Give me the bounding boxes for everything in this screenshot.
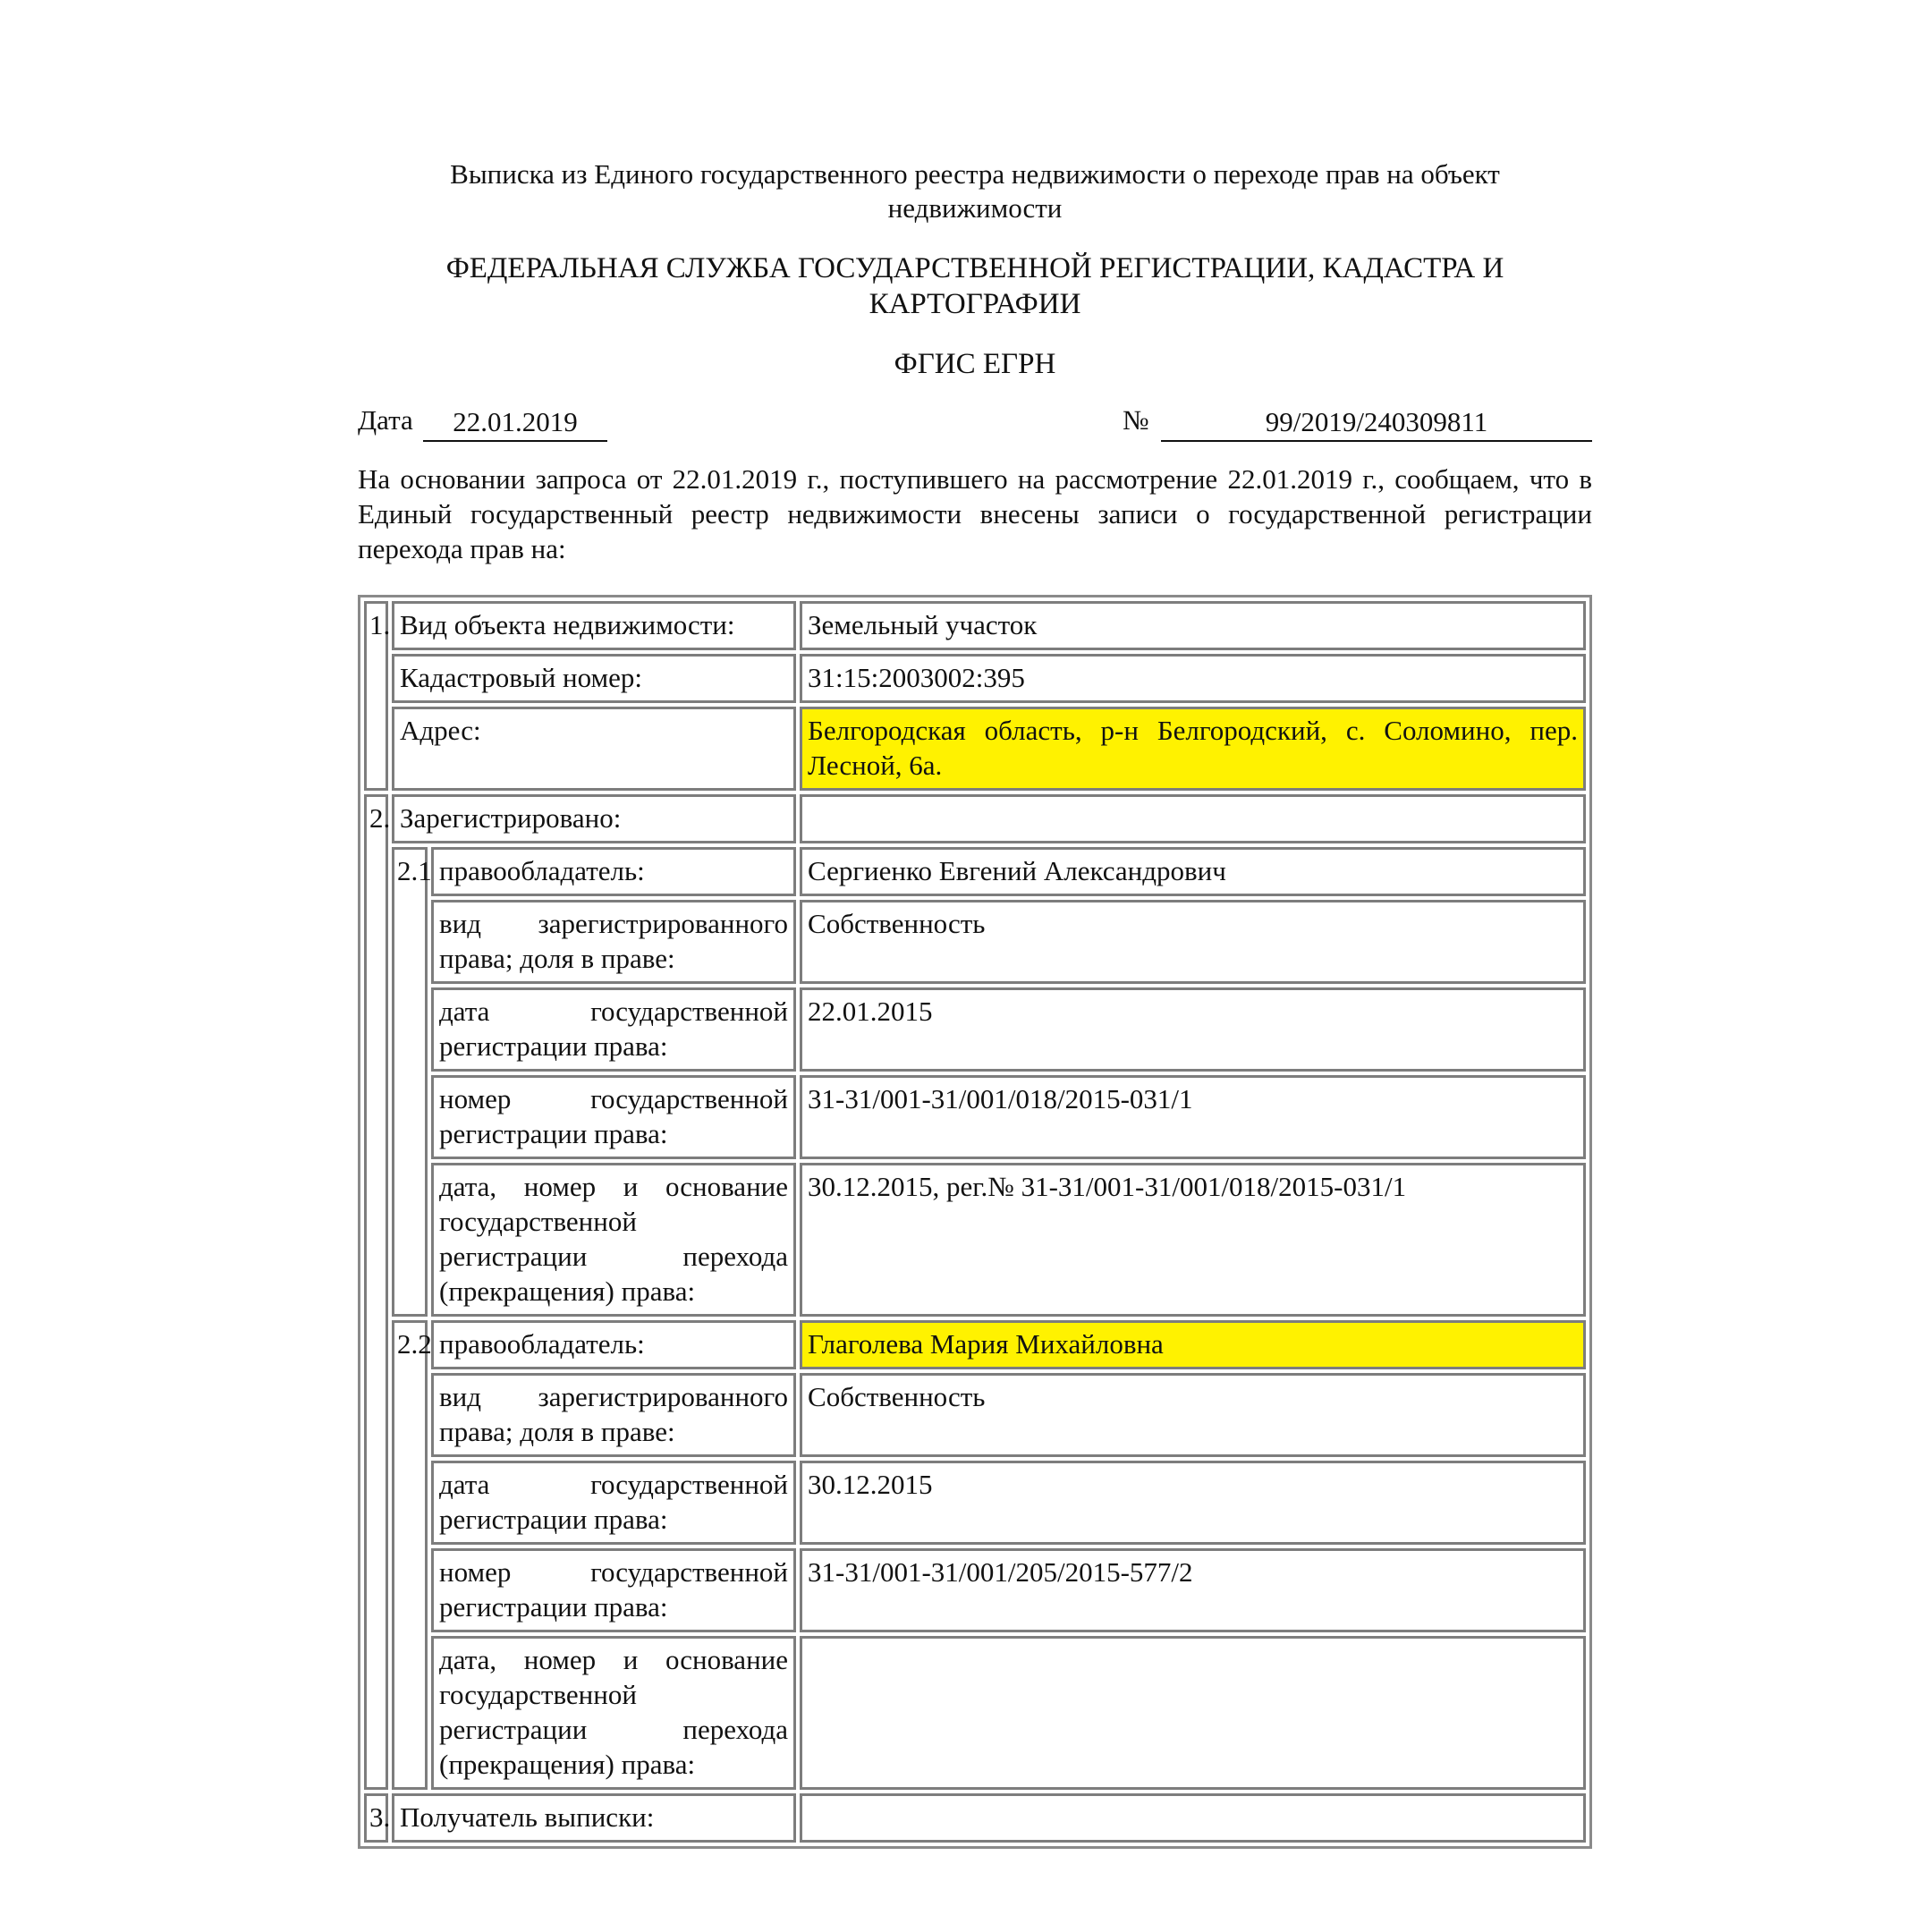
address-value: Белгородская область, р-н Белгородский, с. Соломино, пер. Лесной, 6а. [800, 707, 1586, 791]
holder-2-number: 2.2 [392, 1320, 428, 1790]
table-row [364, 1636, 1586, 1790]
table-row [364, 900, 1586, 984]
table-row [364, 654, 1586, 703]
object-type-value: Земельный участок [800, 601, 1586, 650]
number-value: 99/2019/240309811 [1161, 404, 1592, 442]
date-value: 22.01.2019 [423, 404, 607, 442]
table-row [364, 1548, 1586, 1632]
holder-1-right-type-label: вид зарегистрированного права; доля в праве: [431, 900, 796, 984]
holder-1-transfer-label: дата, номер и основание государственной регистрации перехода (прекращения) права: [431, 1163, 796, 1317]
holder-1-reg-date-label: дата государственной регистрации права: [431, 987, 796, 1072]
table-row [364, 1461, 1586, 1545]
table-row [364, 1373, 1586, 1457]
holder-2-reg-date-label: дата государственной регистрации права: [431, 1461, 796, 1545]
holder-2-right-type-value: Собственность [800, 1373, 1586, 1457]
document-title-line-1: Выписка из Единого государственного реестра недвижимости о переходе прав на объект [450, 158, 1500, 190]
table-row [364, 987, 1586, 1072]
address-label: Адрес: [392, 707, 796, 791]
table-row [364, 847, 1586, 896]
registered-value [800, 794, 1586, 843]
table-row [364, 794, 1586, 843]
system-name: ФГИС ЕГРН [894, 348, 1056, 380]
agency-name-line-2: КАРТОГРАФИИ [869, 288, 1081, 320]
registered-label: Зарегистрировано: [392, 794, 796, 843]
recipient-label: Получатель выписки: [392, 1793, 796, 1843]
holder-2-reg-date-value: 30.12.2015 [800, 1461, 1586, 1545]
holder-2-transfer-label: дата, номер и основание государственной регистрации перехода (прекращения) права: [431, 1636, 796, 1790]
holder-1-value: Сергиенко Евгений Александрович [800, 847, 1586, 896]
holder-1-transfer-value: 30.12.2015, рег.№ 31-31/001-31/001/018/2015-031/1 [800, 1163, 1586, 1317]
object-type-label: Вид объекта недвижимости: [392, 601, 796, 650]
table-row [364, 707, 1586, 791]
holder-1-right-type-value: Собственность [800, 900, 1586, 984]
holder-1-reg-number-value: 31-31/001-31/001/018/2015-031/1 [800, 1075, 1586, 1159]
cadastral-number-value: 31:15:2003002:395 [800, 654, 1586, 703]
holder-1-label: правообладатель: [431, 847, 796, 896]
cadastral-number-label: Кадастровый номер: [392, 654, 796, 703]
section-3-number: 3. [364, 1793, 388, 1843]
section-1-number: 1. [364, 601, 388, 791]
holder-1-reg-date-value: 22.01.2015 [800, 987, 1586, 1072]
holder-2-reg-number-value: 31-31/001-31/001/205/2015-577/2 [800, 1548, 1586, 1632]
table-row [364, 1320, 1586, 1369]
holder-2-reg-number-label: номер государственной регистрации права: [431, 1548, 796, 1632]
holder-1-number: 2.1 [392, 847, 428, 1317]
table-row [364, 1075, 1586, 1159]
registry-table [358, 595, 1592, 1849]
table-row [364, 1793, 1586, 1843]
holder-2-label: правообладатель: [431, 1320, 796, 1369]
date-label: Дата [358, 404, 413, 436]
agency-name-line-1: ФЕДЕРАЛЬНАЯ СЛУЖБА ГОСУДАРСТВЕННОЙ РЕГИСТРАЦИИ, КАДАСТРА И [445, 252, 1504, 284]
holder-2-transfer-value [800, 1636, 1586, 1790]
intro-paragraph: На основании запроса от 22.01.2019 г., поступившего на рассмотрение 22.01.2019 г., сообщаем, что в Единый государственный реестр недвижимости внесены записи о государственной регистрации перехода прав на: [358, 463, 1592, 564]
section-2-number: 2. [364, 794, 388, 1790]
number-label: № [1123, 404, 1149, 436]
holder-2-value: Глаголева Мария Михайловна [800, 1320, 1586, 1369]
recipient-value [800, 1793, 1586, 1843]
document-title-line-2: недвижимости [887, 192, 1063, 224]
holder-2-right-type-label: вид зарегистрированного права; доля в праве: [431, 1373, 796, 1457]
date-number-row [358, 404, 1592, 444]
table-row [364, 601, 1586, 650]
holder-1-reg-number-label: номер государственной регистрации права: [431, 1075, 796, 1159]
table-row [364, 1163, 1586, 1317]
